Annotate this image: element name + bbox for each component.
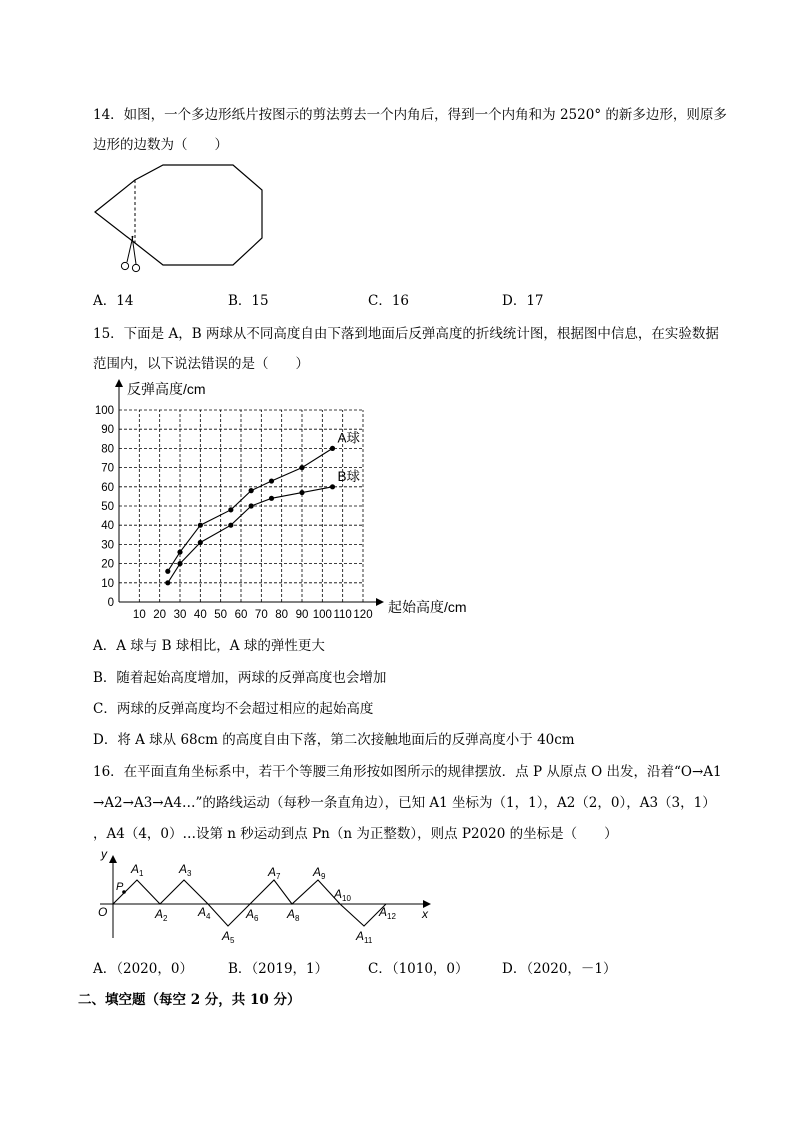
x-tick-label: 20 xyxy=(153,609,167,621)
q16-x-label: x xyxy=(422,907,428,921)
q16-origin-label: O xyxy=(98,905,108,919)
q16-label-a2: $A_2$ xyxy=(155,907,168,923)
q16-label-a11: $A_{11}$ xyxy=(356,929,373,945)
q14-option-c: C．16 xyxy=(368,293,410,309)
q16-label-a7: $A_7$ xyxy=(268,865,281,881)
q14-option-b: B．15 xyxy=(228,293,269,309)
q14-stem-line1: 14．如图，一个多边形纸片按图示的剪法剪去一个内角后，得到一个内角和为 2520° 的新多边形，则原多 xyxy=(93,107,727,123)
y-tick-label: 30 xyxy=(101,539,114,552)
y-tick-label: 50 xyxy=(101,501,114,513)
x-axis-title: 起始高度/cm xyxy=(388,599,467,615)
q16-label-a8: $A_8$ xyxy=(287,907,300,923)
q16-option-c: C．（1010，0） xyxy=(368,961,469,977)
section-title: 二、填空题（每空 2 分，共 10 分） xyxy=(78,992,301,1008)
x-tick-label: 50 xyxy=(214,609,228,621)
q15-option-d: D．将 A 球从 68cm 的高度自由下落，第二次接触地面后的反弹高度小于 40cm xyxy=(93,732,575,748)
y-tick-label: 100 xyxy=(94,405,114,417)
y-tick-label: 60 xyxy=(101,481,114,494)
q16-stem-line2: →A2→A3→A4…”的路线运动（每秒一条直角边），已知 A1 坐标为（1，1），A2（2，0），A3（3，1） xyxy=(93,795,716,811)
q15-option-a: A．A 球与 B 球相比，A 球的弹性更大 xyxy=(93,638,325,654)
y-axis-title: 反弹高度/cm xyxy=(127,381,206,397)
q14-option-d: D．17 xyxy=(502,293,544,309)
y-tick-label: 40 xyxy=(101,520,114,533)
q16-label-a10: $A_{10}$ xyxy=(334,887,351,903)
series-label-b: B球 xyxy=(337,468,361,484)
q16-p-label: P xyxy=(116,881,124,893)
q16-option-b: B．（2019，1） xyxy=(228,961,329,977)
y-tick-label: 70 xyxy=(101,462,114,475)
y-tick-label: 90 xyxy=(101,424,114,437)
q15-stem-line1: 15．下面是 A，B 两球从不同高度自由下落到地面后反弹高度的折线统计图，根据图中信息，在实验数据 xyxy=(93,326,719,342)
x-tick-label: 100 xyxy=(312,609,332,621)
q16-label-a1: $A_1$ xyxy=(131,862,144,878)
series-label-a: A球 xyxy=(337,430,361,446)
q16-label-a5: $A_5$ xyxy=(222,929,235,945)
y-tick-label: 20 xyxy=(101,558,114,571)
q16-label-a3: $A_3$ xyxy=(179,862,192,878)
x-tick-label: 110 xyxy=(333,609,352,621)
q15-option-c: C．两球的反弹高度均不会超过相应的起始高度 xyxy=(93,701,374,717)
x-tick-label: 90 xyxy=(295,609,309,621)
x-tick-label: 30 xyxy=(173,609,187,621)
q16-stem-line1: 16．在平面直角坐标系中，若干个等腰三角形按如图所示的规律摆放．点 P 从原点 O 出发，沿着“O→A1 xyxy=(93,764,722,780)
q16-y-label: y xyxy=(101,847,107,861)
q16-option-a: A．（2020，0） xyxy=(93,961,193,977)
q14-stem-line2: 边形的边数为（ ） xyxy=(93,137,228,153)
q16-label-a9: $A_9$ xyxy=(313,865,326,881)
q16-stem-line3: ，A4（4，0）…设第 n 秒运动到点 Pn（n 为正整数），则点 P2020 的坐标是（ ） xyxy=(93,826,618,842)
x-tick-label: 40 xyxy=(193,609,207,621)
q16-label-a4: $A_4$ xyxy=(198,905,211,921)
x-tick-label: 70 xyxy=(254,609,268,621)
y-tick-label: 0 xyxy=(107,597,114,609)
x-tick-label: 80 xyxy=(275,609,289,621)
y-tick-label: 80 xyxy=(101,443,114,456)
q15-option-b: B．随着起始高度增加，两球的反弹高度也会增加 xyxy=(93,670,387,686)
q15-stem-line2: 范围内，以下说法错误的是（ ） xyxy=(93,356,309,372)
q16-label-a12: $A_{12}$ xyxy=(379,905,396,921)
x-tick-label: 120 xyxy=(353,609,373,621)
q16-label-a6: $A_6$ xyxy=(246,907,259,923)
x-tick-label: 10 xyxy=(132,609,146,621)
y-tick-label: 10 xyxy=(101,577,114,590)
x-tick-label: 60 xyxy=(234,609,248,621)
q16-option-d: D．（2020，－1） xyxy=(502,961,617,977)
q14-option-a: A．14 xyxy=(93,293,134,309)
